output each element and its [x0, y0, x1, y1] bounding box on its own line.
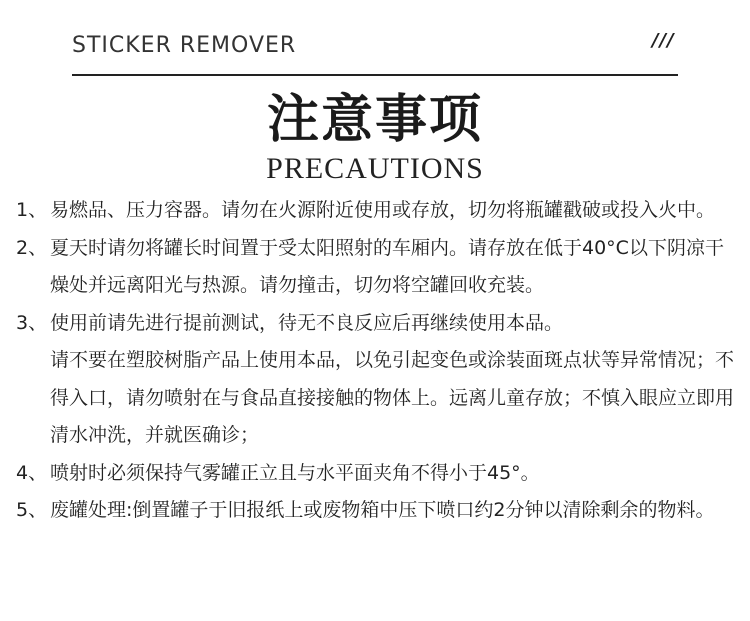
list-item-continuation — [16, 342, 734, 455]
brand-label: STICKER REMOVER — [72, 33, 297, 58]
list-item — [16, 455, 734, 493]
item-text: 请不要在塑胶树脂产品上使用本品，以免引起变色或涂装面斑点状等异常情况；不得入口，请勿喷射在与食品直接接触的物体上。远离儿童存放；不慎入眼应立即用清水冲洗，并就医确诊； — [50, 349, 735, 446]
item-text: 使用前请先进行提前测试，待无不良反应后再继续使用本品。 — [50, 311, 564, 334]
list-item — [16, 230, 734, 305]
item-number: 4、 — [16, 461, 48, 484]
item-number: 2、 — [16, 236, 48, 259]
item-text: 废罐处理:倒置罐子于旧报纸上或废物箱中压下喷口约2分钟以清除剩余的物料。 — [50, 499, 715, 521]
item-text: 喷射时必须保持气雾罐正立且与水平面夹角不得小于45°。 — [50, 461, 540, 484]
item-number: 3、 — [16, 311, 48, 334]
precautions-list — [16, 192, 734, 530]
slash-marks: /// — [652, 30, 675, 51]
page-subtitle: PRECAUTIONS — [266, 152, 484, 185]
item-text: 易燃品、压力容器。请勿在火源附近使用或存放，切勿将瓶罐戳破或投入火中。 — [50, 199, 716, 221]
header-divider — [72, 74, 678, 76]
list-item — [16, 192, 734, 230]
item-number: 1、 — [16, 199, 48, 221]
list-item — [16, 305, 734, 343]
item-text: 夏天时请勿将罐长时间置于受太阳照射的车厢内。请存放在低于40°C以下阴凉干燥处并远离阳光与热源。请勿撞击，切勿将空罐回收充装。 — [50, 236, 724, 296]
list-item — [16, 492, 734, 530]
page-title: 注意事项 — [266, 89, 483, 150]
item-number: 5、 — [16, 499, 48, 521]
